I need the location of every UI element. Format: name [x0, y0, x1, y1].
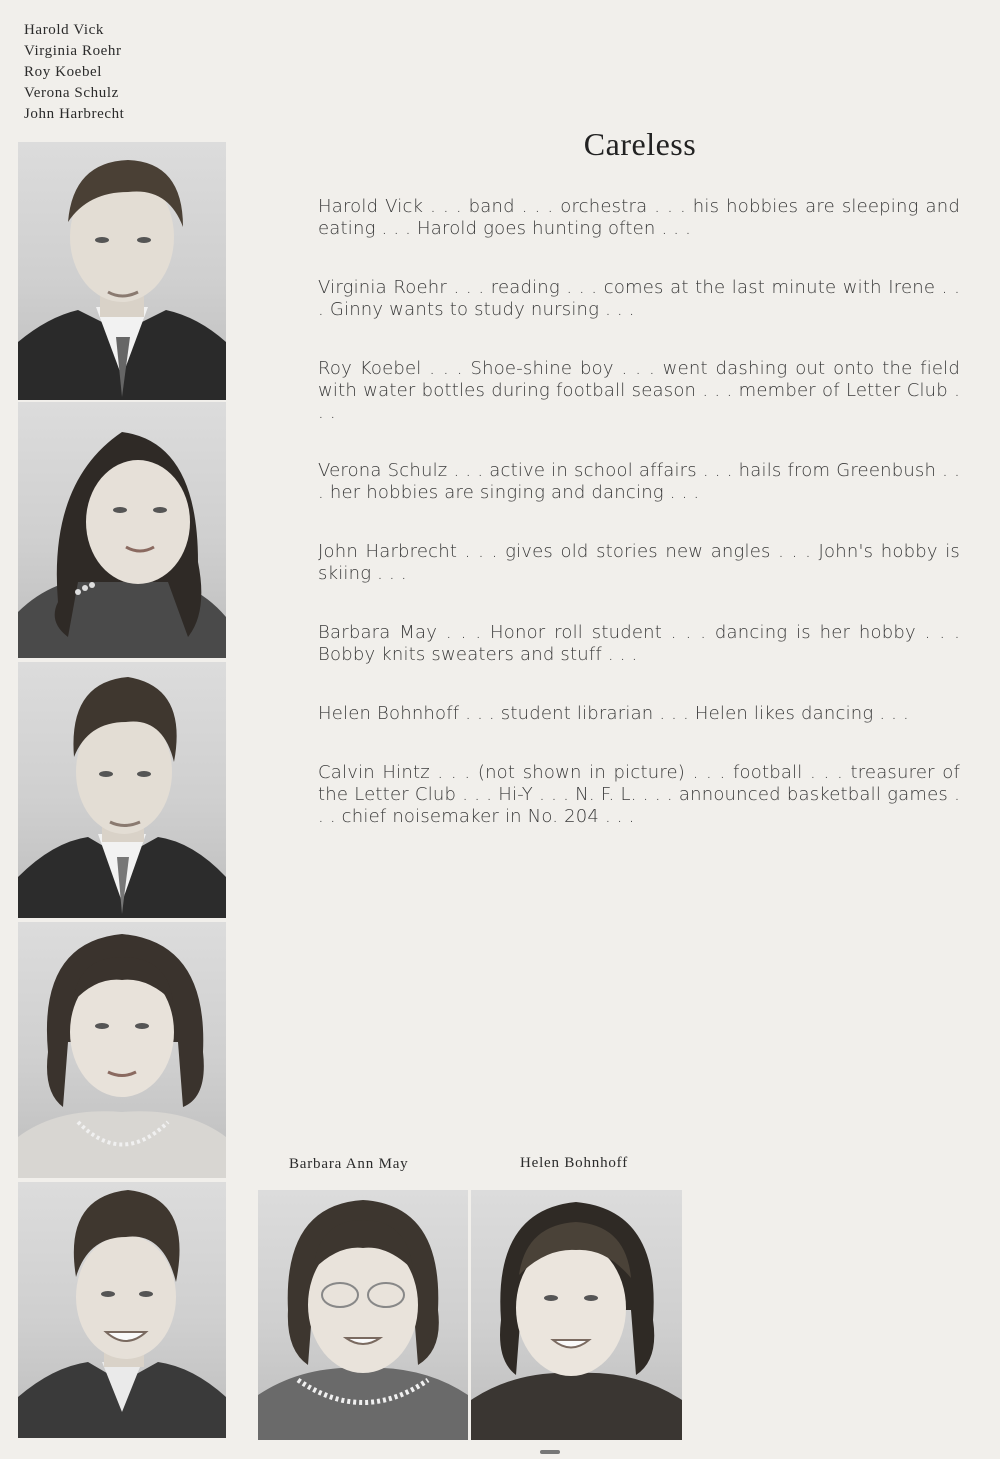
portrait-roy-koebel — [18, 662, 226, 918]
bio-john-harbrecht: John Harbrecht . . . gives old stories new angles . . . John's hobby is skiing . . . — [318, 541, 960, 584]
caption-helen-bohnhoff: Helen Bohnhoff — [520, 1155, 628, 1171]
portrait-barbara-ann-may — [258, 1190, 468, 1440]
bio-harold-vick: Harold Vick . . . band . . . orchestra . . . his hobbies are sleeping and eating . . . Harold goes hunting often . . . — [318, 196, 960, 239]
bio-virginia-roehr: Virginia Roehr . . . reading . . . comes at the last minute with Irene . . . Ginny wants to study nursing . . . — [318, 277, 960, 320]
caption-barbara-ann-may: Barbara Ann May — [289, 1156, 409, 1172]
bio-verona-schulz: Verona Schulz . . . active in school affairs . . . hails from Greenbush . . . her hobbies are singing and dancing . . . — [318, 460, 960, 503]
name-john-harbrecht: John Harbrecht — [24, 106, 125, 122]
portrait-john-harbrecht — [18, 1182, 226, 1438]
names-list — [24, 20, 124, 125]
portrait-helen-bohnhoff — [471, 1190, 682, 1440]
bio-helen-bohnhoff: Helen Bohnhoff . . . student librarian . . . Helen likes dancing . . . — [318, 703, 909, 724]
name-virginia-roehr: Virginia Roehr — [24, 43, 122, 59]
name-roy-koebel: Roy Koebel — [24, 64, 103, 80]
portrait-verona-schulz — [18, 922, 226, 1178]
portrait-harold-vick — [18, 142, 226, 400]
portrait-virginia-roehr — [18, 402, 226, 658]
name-verona-schulz: Verona Schulz — [24, 85, 119, 101]
bio-roy-koebel: Roy Koebel . . . Shoe-shine boy . . . went dashing out onto the field with water bottles during football season . . . member of Letter Club . . . — [318, 358, 960, 423]
bio-barbara-may: Barbara May . . . Honor roll student . . . dancing is her hobby . . . Bobby knits sweaters and stuff . . . — [318, 622, 960, 665]
bio-calvin-hintz: Calvin Hintz . . . (not shown in picture) . . . football . . . treasurer of the Letter Club . . . Hi-Y . . . N. F. L. . . . announced basketball games . . . chief noisemaker in No. 204 . . . — [318, 762, 960, 827]
page-number-mark — [540, 1450, 560, 1454]
name-harold-vick: Harold Vick — [24, 22, 104, 38]
page-title: Careless — [583, 126, 697, 162]
